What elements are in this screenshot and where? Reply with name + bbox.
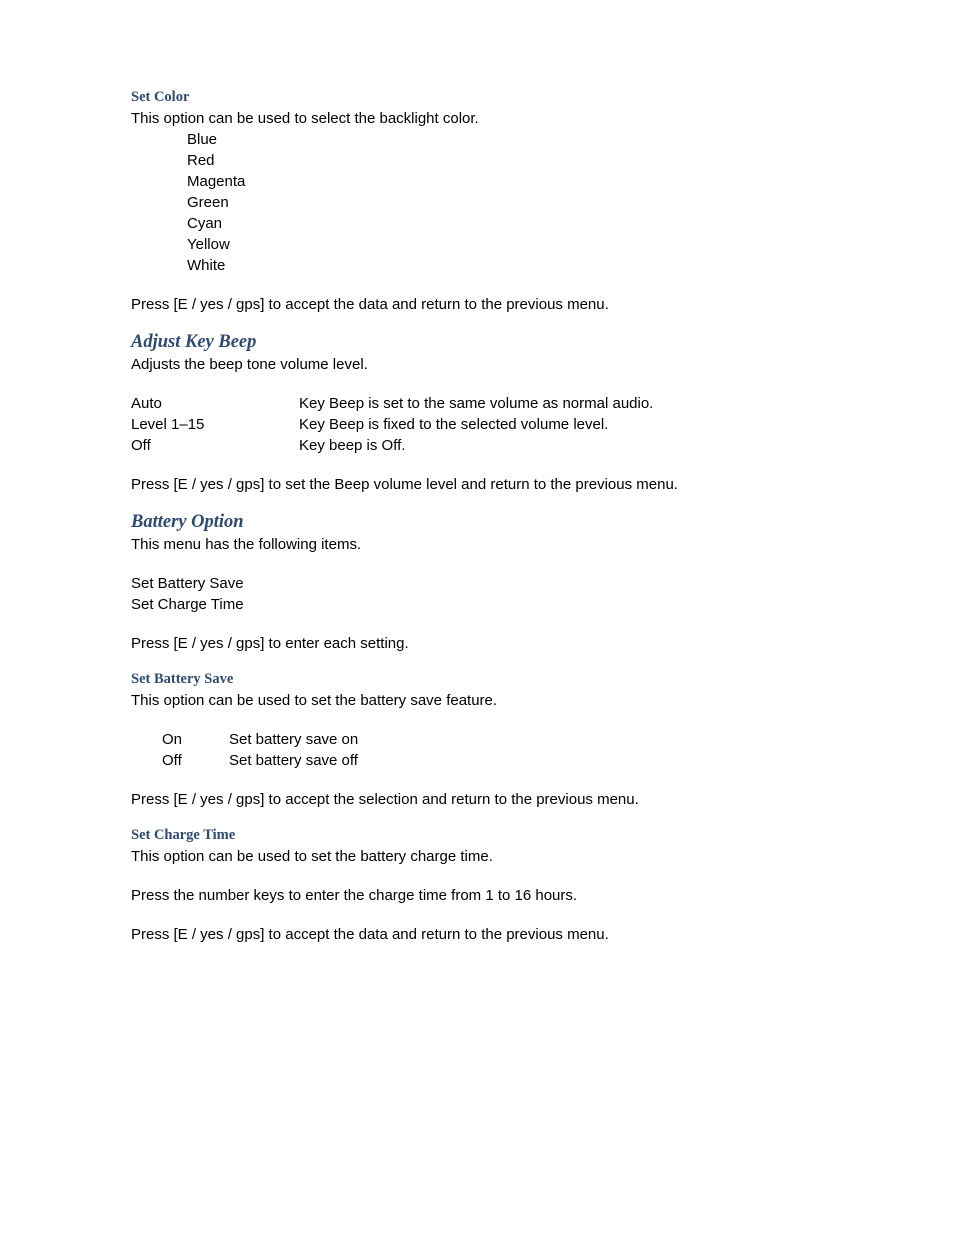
battery-option-press-instruction: Press [E / yes / gps] to enter each setting. xyxy=(131,635,409,652)
adjust-key-beep-heading: Adjust Key Beep xyxy=(131,332,257,352)
battery-option-section xyxy=(131,510,831,654)
color-option: Green xyxy=(187,194,229,211)
key-beep-press-instruction: Press [E / yes / gps] to set the Beep volume level and return to the previous menu. xyxy=(131,476,678,493)
battery-option-heading: Battery Option xyxy=(131,512,244,532)
key-beep-row xyxy=(131,435,831,456)
key-beep-row xyxy=(131,414,831,435)
set-color-heading: Set Color xyxy=(131,89,190,105)
color-list xyxy=(131,129,831,276)
key-beep-option-desc: Key beep is Off. xyxy=(299,437,406,454)
charge-time-keys-instruction: Press the number keys to enter the charge time from 1 to 16 hours. xyxy=(131,887,578,904)
color-option: Cyan xyxy=(187,215,223,232)
color-option: Red xyxy=(187,152,215,169)
battery-save-option-desc: Set battery save on xyxy=(229,731,359,748)
set-battery-save-heading: Set Battery Save xyxy=(131,671,234,687)
document-content xyxy=(131,87,831,945)
set-color-press-instruction: Press [E / yes / gps] to accept the data and return to the previous menu. xyxy=(131,296,609,313)
set-battery-save-section xyxy=(131,669,831,810)
key-beep-description: Adjusts the beep tone volume level. xyxy=(131,356,368,373)
battery-save-option-desc: Set battery save off xyxy=(229,752,358,769)
set-charge-time-section xyxy=(131,825,831,945)
color-option: Magenta xyxy=(187,173,246,190)
key-beep-option: Auto xyxy=(131,395,162,412)
battery-option-item: Set Battery Save xyxy=(131,575,244,592)
battery-option-item: Set Charge Time xyxy=(131,596,244,613)
set-charge-time-heading: Set Charge Time xyxy=(131,827,236,843)
color-option: White xyxy=(187,257,226,274)
key-beep-row xyxy=(131,393,831,414)
set-color-section xyxy=(131,87,831,315)
color-option: Yellow xyxy=(187,236,230,253)
color-option: Blue xyxy=(187,131,218,148)
key-beep-option: Off xyxy=(131,437,151,454)
battery-save-description: This option can be used to set the battery save feature. xyxy=(131,692,498,709)
battery-option-description: This menu has the following items. xyxy=(131,536,362,553)
key-beep-option: Level 1–15 xyxy=(131,416,205,433)
adjust-key-beep-section xyxy=(131,330,831,495)
charge-time-description: This option can be used to set the battery charge time. xyxy=(131,848,493,865)
charge-time-press-instruction: Press [E / yes / gps] to accept the data and return to the previous menu. xyxy=(131,926,609,943)
battery-save-press-instruction: Press [E / yes / gps] to accept the selection and return to the previous menu. xyxy=(131,791,639,808)
battery-save-row xyxy=(131,729,831,750)
battery-save-option: Off xyxy=(162,752,182,769)
battery-save-option: On xyxy=(162,731,183,748)
set-color-description: This option can be used to select the backlight color. xyxy=(131,110,479,127)
battery-save-row xyxy=(131,750,831,771)
key-beep-option-desc: Key Beep is fixed to the selected volume level. xyxy=(299,416,609,433)
key-beep-option-desc: Key Beep is set to the same volume as normal audio. xyxy=(299,395,654,412)
